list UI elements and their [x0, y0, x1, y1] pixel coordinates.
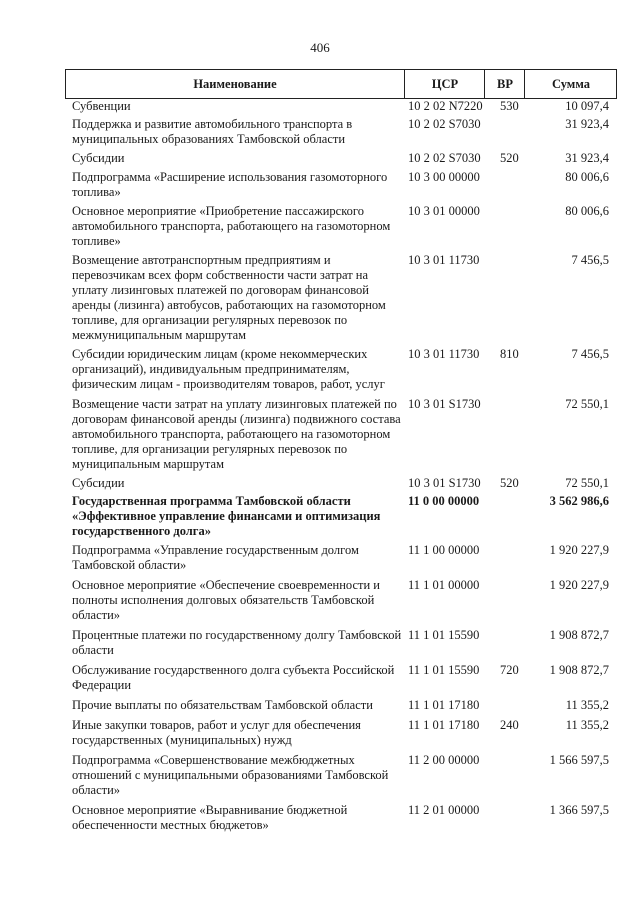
- row-name: Обслуживание государственного долга субъекта Российской Федерации: [72, 663, 395, 692]
- row-name: Основное мероприятие «Приобретение пассажирского автомобильного транспорта, работающего на газомоторном топливе»: [72, 204, 391, 248]
- row-name: Поддержка и развитие автомобильного транспорта в муниципальных образованиях Тамбовской области: [72, 117, 353, 146]
- table-row: [72, 117, 617, 147]
- row-csr: 10 3 01 00000: [408, 204, 480, 218]
- table-row: [72, 803, 617, 833]
- row-sum: 1 566 597,5: [549, 753, 609, 767]
- row-sum: 11 355,2: [565, 718, 609, 732]
- row-sum: 1 908 872,7: [549, 663, 609, 677]
- row-name: Государственная программа Тамбовской области «Эффективное управление финансами и оптимизация государственного долга»: [72, 494, 381, 538]
- row-sum: 80 006,6: [565, 170, 609, 184]
- row-vr: 240: [500, 718, 519, 732]
- row-csr: 10 3 01 S1730: [408, 476, 481, 490]
- row-csr: 10 3 01 11730: [408, 253, 480, 267]
- row-sum: 7 456,5: [571, 253, 609, 267]
- row-name: Подпрограмма «Управление государственным долгом Тамбовской области»: [72, 543, 359, 572]
- row-sum: 1 908 872,7: [549, 628, 609, 642]
- row-vr: 520: [500, 476, 519, 490]
- header-vr: ВР: [484, 70, 525, 98]
- row-csr: 10 2 02 N7220: [408, 99, 483, 113]
- row-csr: 11 1 01 17180: [408, 718, 480, 732]
- table-row: [72, 718, 617, 748]
- row-name: Возмещение автотранспортным предприятиям и перевозчикам всех форм собственности части затрат на уплату лизинговых платежей по договорам финансовой аренды (лизинга) автобусов, работающих на газомоторном топливе, для организации регулярных перевозок по межмуниципальным маршрутам: [72, 253, 386, 342]
- table-row: [72, 99, 617, 114]
- row-sum: 1 366 597,5: [549, 803, 609, 817]
- table-header: [65, 69, 617, 99]
- row-csr: 10 3 00 00000: [408, 170, 480, 184]
- row-sum: 1 920 227,9: [549, 578, 609, 592]
- row-name: Субсидии: [72, 151, 125, 165]
- table-row: [72, 543, 617, 573]
- row-csr: 11 1 01 00000: [408, 578, 480, 592]
- table-row: [72, 170, 617, 200]
- row-csr: 10 2 02 S7030: [408, 151, 481, 165]
- table-row: [72, 204, 617, 249]
- table-row: [72, 253, 617, 343]
- row-name: Субсидии: [72, 476, 125, 490]
- row-name: Подпрограмма «Совершенствование межбюджетных отношений с муниципальными образованиями Тамбовской области»: [72, 753, 389, 797]
- row-name: Основное мероприятие «Обеспечение своевременности и полноты исполнения долговых обязательств Тамбовской области»: [72, 578, 380, 622]
- page-number: 406: [310, 40, 330, 55]
- header-csr: ЦСР: [404, 70, 485, 98]
- table-row: [72, 476, 617, 491]
- row-sum: 10 097,4: [565, 99, 609, 113]
- row-csr: 10 2 02 S7030: [408, 117, 481, 131]
- row-csr: 11 2 00 00000: [408, 753, 480, 767]
- table-row-program: [72, 494, 617, 539]
- row-csr: 11 2 01 00000: [408, 803, 480, 817]
- row-csr: 11 1 00 00000: [408, 543, 480, 557]
- header-name: Наименование: [193, 77, 277, 91]
- table-row: [72, 663, 617, 693]
- header-sum: Сумма: [524, 70, 617, 98]
- row-vr: 530: [500, 99, 519, 113]
- table-body: [72, 99, 617, 833]
- row-name: Иные закупки товаров, работ и услуг для обеспечения государственных (муниципальных) нужд: [72, 718, 361, 747]
- table-row: [72, 628, 617, 658]
- row-sum: 72 550,1: [565, 397, 609, 411]
- row-name: Подпрограмма «Расширение использования газомоторного топлива»: [72, 170, 388, 199]
- row-csr: 11 1 01 17180: [408, 698, 480, 712]
- row-name: Прочие выплаты по обязательствам Тамбовской области: [72, 698, 373, 712]
- table-row: [72, 397, 617, 472]
- row-name: Процентные платежи по государственному долгу Тамбовской области: [72, 628, 402, 657]
- table-row: [72, 698, 617, 713]
- row-sum: 72 550,1: [565, 476, 609, 490]
- table-row: [72, 347, 617, 392]
- row-csr: 10 3 01 11730: [408, 347, 480, 361]
- row-name: Субсидии юридическим лицам (кроме некоммерческих организаций), индивидуальным предпринимателям, физическим лицам - производителям товаров, работ, услуг: [72, 347, 385, 391]
- row-name: Основное мероприятие «Выравнивание бюджетной обеспеченности местных бюджетов»: [72, 803, 348, 832]
- row-name: Возмещение части затрат на уплату лизинговых платежей по договорам финансовой аренды (лизинга) подвижного состава автомобильного транспорта, работающего на газомоторном топливе, для организации регулярных перевозок по муниципальным маршрутам: [72, 397, 401, 471]
- table-row: [72, 753, 617, 798]
- row-sum: 11 355,2: [565, 698, 609, 712]
- table-row: [72, 578, 617, 623]
- row-sum: 31 923,4: [565, 151, 609, 165]
- row-csr: 10 3 01 S1730: [408, 397, 481, 411]
- row-vr: 810: [500, 347, 519, 361]
- table-row: [72, 151, 617, 166]
- row-csr: 11 1 01 15590: [408, 628, 480, 642]
- row-sum: 80 006,6: [565, 204, 609, 218]
- row-sum: 7 456,5: [571, 347, 609, 361]
- row-sum: 3 562 986,6: [549, 494, 609, 508]
- row-vr: 720: [500, 663, 519, 677]
- row-vr: 520: [500, 151, 519, 165]
- row-name: Субвенции: [72, 99, 131, 113]
- row-csr: 11 1 01 15590: [408, 663, 480, 677]
- row-sum: 31 923,4: [565, 117, 609, 131]
- row-csr: 11 0 00 00000: [408, 494, 480, 508]
- row-sum: 1 920 227,9: [549, 543, 609, 557]
